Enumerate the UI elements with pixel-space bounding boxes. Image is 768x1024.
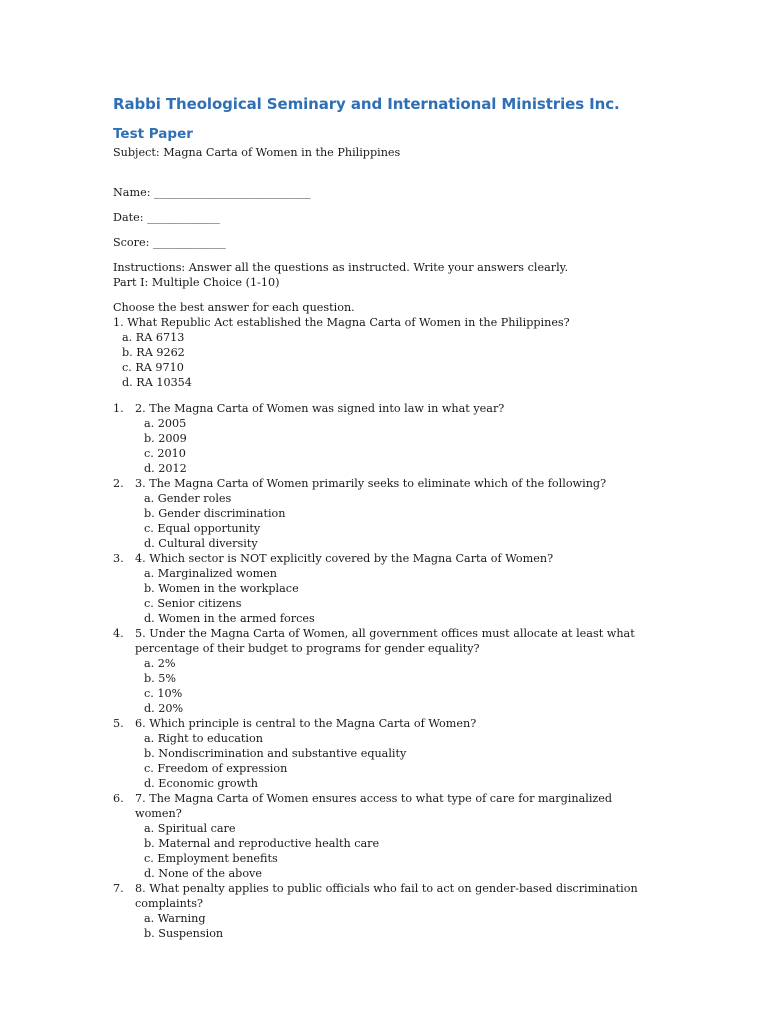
- answer-option: b. Women in the workplace: [144, 582, 299, 595]
- question-text: 7. The Magna Carta of Women ensures access to what type of care for marginalized: [135, 792, 613, 805]
- institution-title: Rabbi Theological Seminary and International Ministries Inc.: [113, 95, 620, 113]
- answer-option: b. Suspension: [144, 927, 224, 940]
- list-item-number: 4.: [113, 627, 124, 640]
- answer-option: d. Women in the armed forces: [144, 612, 315, 625]
- part-heading: Part I: Multiple Choice (1-10): [113, 276, 280, 289]
- answer-option: c. 10%: [144, 687, 183, 700]
- answer-option: b. 5%: [144, 672, 177, 685]
- question-1-text: 1. What Republic Act established the Magna Carta of Women in the Philippines?: [113, 316, 570, 329]
- question-1-option: c. RA 9710: [122, 361, 184, 374]
- question-text: 3. The Magna Carta of Women primarily seeks to eliminate which of the following?: [135, 477, 607, 490]
- answer-option: b. 2009: [144, 432, 187, 445]
- answer-option: a. Marginalized women: [144, 567, 278, 580]
- list-item-number: 2.: [113, 477, 124, 490]
- list-item-number: 7.: [113, 882, 124, 895]
- subject-line: Subject: Magna Carta of Women in the Philippines: [113, 146, 401, 159]
- answer-option: b. Gender discrimination: [144, 507, 286, 520]
- question-text: percentage of their budget to programs for gender equality?: [135, 642, 480, 655]
- answer-option: a. 2%: [144, 657, 176, 670]
- list-item-number: 6.: [113, 792, 124, 805]
- date-field: Date: _____________: [113, 211, 220, 224]
- answer-option: a. Warning: [144, 912, 206, 925]
- answer-option: c. Senior citizens: [144, 597, 242, 610]
- answer-option: a. 2005: [144, 417, 187, 430]
- answer-option: d. 2012: [144, 462, 187, 475]
- list-item-number: 3.: [113, 552, 124, 565]
- answer-option: a. Right to education: [144, 732, 263, 745]
- question-text: 4. Which sector is NOT explicitly covered by the Magna Carta of Women?: [135, 552, 554, 565]
- score-field: Score: _____________: [113, 236, 226, 249]
- answer-option: c. 2010: [144, 447, 186, 460]
- answer-option: b. Maternal and reproductive health care: [144, 837, 380, 850]
- choose-instruction: Choose the best answer for each question.: [113, 301, 355, 314]
- question-1-option: d. RA 10354: [122, 376, 192, 389]
- answer-option: a. Spiritual care: [144, 822, 236, 835]
- name-field: Name: ____________________________: [113, 186, 311, 199]
- list-item-number: 5.: [113, 717, 124, 730]
- answer-option: a. Gender roles: [144, 492, 232, 505]
- question-text: 6. Which principle is central to the Magna Carta of Women?: [135, 717, 477, 730]
- answer-option: d. Cultural diversity: [144, 537, 258, 550]
- answer-option: d. None of the above: [144, 867, 262, 880]
- answer-option: c. Employment benefits: [144, 852, 278, 865]
- answer-option: c. Equal opportunity: [144, 522, 261, 535]
- question-text: 2. The Magna Carta of Women was signed into law in what year?: [135, 402, 505, 415]
- answer-option: c. Freedom of expression: [144, 762, 288, 775]
- question-text: women?: [135, 807, 182, 820]
- question-1-option: b. RA 9262: [122, 346, 185, 359]
- answer-option: b. Nondiscrimination and substantive equality: [144, 747, 407, 760]
- answer-option: d. 20%: [144, 702, 184, 715]
- question-text: 8. What penalty applies to public officials who fail to act on gender-based discrimination: [135, 882, 638, 895]
- question-1-option: a. RA 6713: [122, 331, 185, 344]
- question-text: 5. Under the Magna Carta of Women, all government offices must allocate at least what: [135, 627, 635, 640]
- document-type-heading: Test Paper: [113, 126, 193, 142]
- instructions-text: Instructions: Answer all the questions as instructed. Write your answers clearly.: [113, 261, 569, 274]
- answer-option: d. Economic growth: [144, 777, 258, 790]
- question-text: complaints?: [135, 897, 204, 910]
- list-item-number: 1.: [113, 402, 124, 415]
